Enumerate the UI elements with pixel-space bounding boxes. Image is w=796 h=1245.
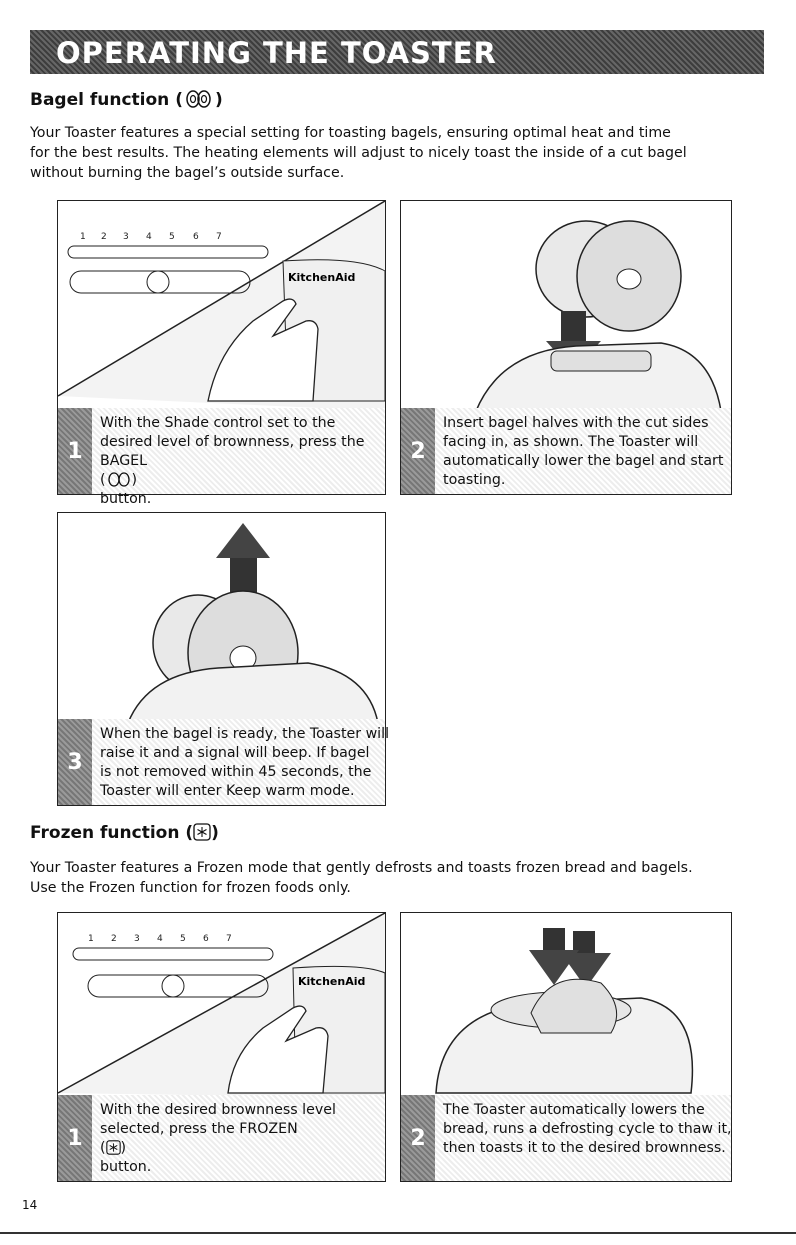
bagel-heading-text: Bagel function	[30, 90, 170, 110]
caption-line: raise it and a signal will beep. If bagel	[100, 745, 370, 761]
caption-line: With the Shade control set to the	[100, 415, 336, 431]
shade-label: 5	[169, 232, 175, 242]
caption-line: desired level of brownness, press the	[100, 434, 365, 450]
step-caption	[92, 408, 385, 507]
caption-line: button.	[100, 1159, 152, 1175]
step-caption	[435, 408, 731, 494]
bagel-icon	[183, 90, 215, 108]
shade-label: 2	[111, 934, 117, 944]
step-number: 2	[401, 408, 435, 494]
caption-line: When the bagel is ready, the Toaster will	[100, 726, 390, 742]
frozen-intro-line: Use the Frozen function for frozen foods only.	[30, 880, 351, 896]
caption-line: facing in, as shown. The Toaster will	[443, 434, 699, 450]
bagel-heading: Bagel function ( )	[30, 90, 223, 110]
caption-frozen-text: selected, press the FROZEN	[100, 1121, 298, 1137]
caption-line: is not removed within 45 seconds, the	[100, 764, 372, 780]
bagel-intro	[30, 123, 775, 183]
shade-label: 3	[123, 232, 129, 242]
page-title: OPERATING THE TOASTER	[56, 36, 497, 70]
brand-label: KitchenAid	[298, 975, 366, 988]
bagel-step-1-panel	[57, 200, 386, 507]
brand-label: KitchenAid	[288, 271, 356, 284]
step-caption	[435, 1095, 731, 1181]
caption-line: With the desired brownness level	[100, 1102, 336, 1118]
bagel-intro-line: Your Toaster features a special setting for toasting bagels, ensuring optimal heat and time	[30, 125, 671, 141]
frozen-heading: Frozen function ( )	[30, 823, 219, 843]
shade-label: 7	[216, 232, 222, 242]
frozen-step-1-panel	[57, 912, 386, 1182]
shade-label: 4	[157, 934, 163, 944]
caption-button-word: button.	[100, 491, 152, 507]
step-number: 3	[58, 719, 92, 805]
caption-bagel-word: BAGEL	[100, 453, 148, 469]
frozen-intro	[30, 858, 775, 898]
caption-line: The Toaster automatically lowers the	[443, 1102, 705, 1118]
shade-label: 6	[193, 232, 199, 242]
shade-label: 6	[203, 934, 209, 944]
snowflake-icon	[106, 1140, 121, 1155]
caption-line: selected, press the FROZEN ( )	[100, 1120, 336, 1158]
caption-line: automatically lower the bagel and start	[443, 453, 724, 469]
bagel-icon	[106, 472, 132, 487]
bagel-intro-line: for the best results. The heating elements will adjust to nicely toast the inside of a cut bagel	[30, 145, 687, 161]
step-number: 1	[58, 408, 92, 494]
shade-label: 1	[80, 232, 86, 242]
caption-line: toasting.	[443, 472, 506, 488]
caption-line: Toaster will enter Keep warm mode.	[100, 783, 355, 799]
bagel-intro-line: without burning the bagel’s outside surface.	[30, 165, 345, 181]
step-caption	[92, 1095, 385, 1181]
caption-line: then toasts it to the desired brownness.	[443, 1140, 726, 1156]
footer-divider	[0, 1232, 796, 1234]
step-caption	[92, 719, 390, 805]
bagel-step-3-panel	[57, 512, 390, 806]
step-number: 2	[401, 1095, 435, 1181]
caption-line: Insert bagel halves with the cut sides	[443, 415, 709, 431]
shade-label: 4	[146, 232, 152, 242]
bagel-step-2-panel	[400, 200, 732, 495]
caption-line: BAGEL ( ) button.	[100, 452, 364, 509]
caption-line: bread, runs a defrosting cycle to thaw it,	[443, 1121, 732, 1137]
shade-label: 3	[134, 934, 140, 944]
page-number: 14	[22, 1198, 38, 1212]
shade-label: 7	[226, 934, 232, 944]
step-number: 1	[58, 1095, 92, 1181]
frozen-intro-line: Your Toaster features a Frozen mode that gently defrosts and toasts frozen bread and bagels.	[30, 860, 693, 876]
frozen-heading-text: Frozen function	[30, 823, 180, 843]
shade-label: 1	[88, 934, 94, 944]
snowflake-icon	[193, 823, 211, 841]
frozen-step-2-panel	[400, 912, 732, 1182]
shade-label: 5	[180, 934, 186, 944]
shade-label: 2	[101, 232, 107, 242]
